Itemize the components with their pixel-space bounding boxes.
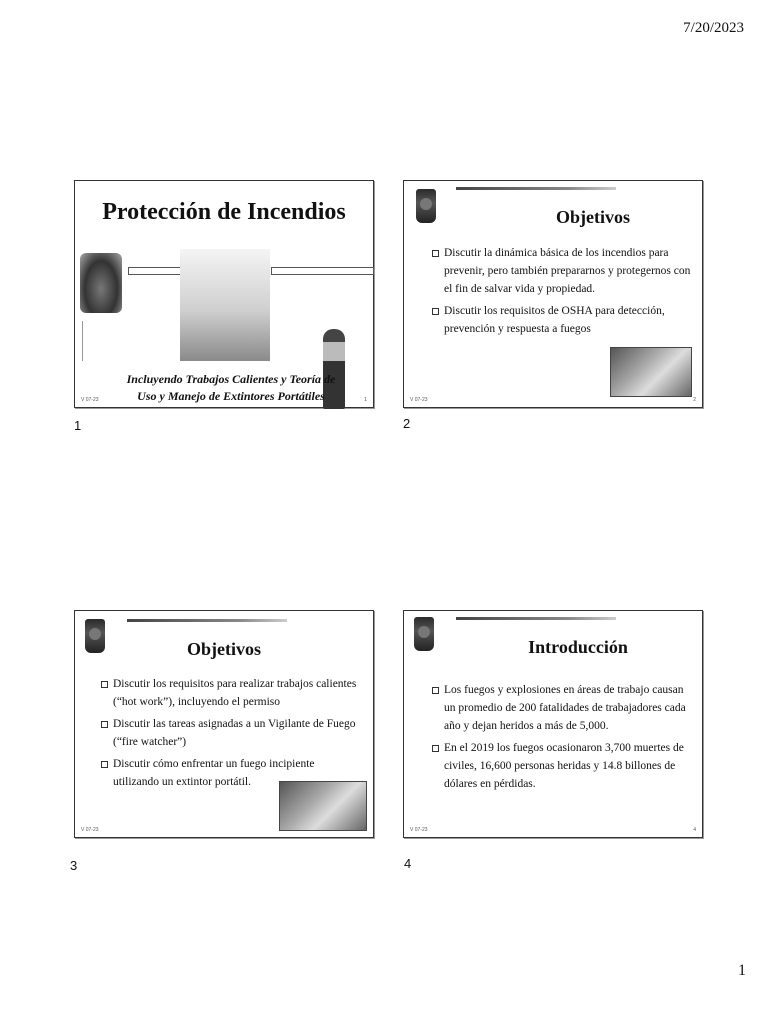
- firefighter-logo-icon: [416, 189, 436, 223]
- list-item: Los fuegos y explosiones en áreas de trabajo causan un promedio de 200 fatalidades de trabajadores cada año y dejan heridos a más de 5,000.: [432, 681, 694, 735]
- slide-number: 1: [74, 418, 82, 433]
- worker-photo: [180, 249, 270, 361]
- header-line: [456, 617, 616, 620]
- slide-page: 4: [693, 827, 696, 833]
- slide-title: Objetivos: [187, 639, 261, 659]
- extinguisher-photo: [279, 781, 367, 831]
- bullet-list: [432, 681, 694, 797]
- slide-title: Objetivos: [556, 207, 630, 227]
- slide-title: Introducción: [528, 637, 628, 657]
- slide-3: [74, 610, 374, 838]
- extinguisher-photo: [610, 347, 692, 397]
- print-date: 7/20/2023: [683, 20, 744, 36]
- header-line: [127, 619, 287, 622]
- slide-version: V 07-23: [410, 827, 428, 833]
- slide-page: 3: [364, 827, 367, 833]
- slide-number: 2: [403, 416, 411, 431]
- list-item: Discutir cómo enfrentar un fuego incipiente utilizando un extintor portátil.: [101, 755, 363, 791]
- bullet-list: [432, 244, 694, 342]
- slide-version: V 07-23: [410, 397, 428, 403]
- slide-number: 3: [70, 858, 78, 873]
- slide-version: V 07-23: [81, 397, 99, 403]
- slide-number: 4: [404, 856, 412, 871]
- firefighter-logo-icon: [414, 617, 434, 651]
- fire-image: [80, 253, 122, 313]
- subtitle-line: Incluyendo Trabajos Calientes y Teoría de: [126, 372, 336, 386]
- list-item: Discutir las tareas asignadas a un Vigilante de Fuego (“fire watcher”): [101, 715, 363, 751]
- header-line: [456, 187, 616, 190]
- slide-subtitle: [95, 371, 367, 405]
- slide-4: [403, 610, 703, 838]
- slide-1: [74, 180, 374, 408]
- slide-version: V 07-23: [81, 827, 99, 833]
- subtitle-line: Uso y Manejo de Extintores Portátiles: [137, 389, 325, 403]
- slide-2: [403, 180, 703, 408]
- decorative-bar: [128, 267, 181, 275]
- page-number: 1: [738, 962, 746, 979]
- slide-title: Protección de Incendios: [102, 199, 346, 225]
- list-item: Discutir los requisitos para realizar trabajos calientes (“hot work”), incluyendo el permiso: [101, 675, 363, 711]
- slide-page: 1: [364, 397, 367, 403]
- slide-page: 2: [693, 397, 696, 403]
- list-item: Discutir la dinámica básica de los incendios para prevenir, pero también prepararnos y protegernos con el fin de salvar vida y propiedad.: [432, 244, 694, 298]
- list-item: Discutir los requisitos de OSHA para detección, prevención y respuesta a fuegos: [432, 302, 694, 338]
- bullet-list: [101, 675, 363, 795]
- divider: [82, 321, 83, 361]
- decorative-bar: [271, 267, 374, 275]
- list-item: En el 2019 los fuegos ocasionaron 3,700 muertes de civiles, 16,600 personas heridas y 14.8 billones de dólares en pérdidas.: [432, 739, 694, 793]
